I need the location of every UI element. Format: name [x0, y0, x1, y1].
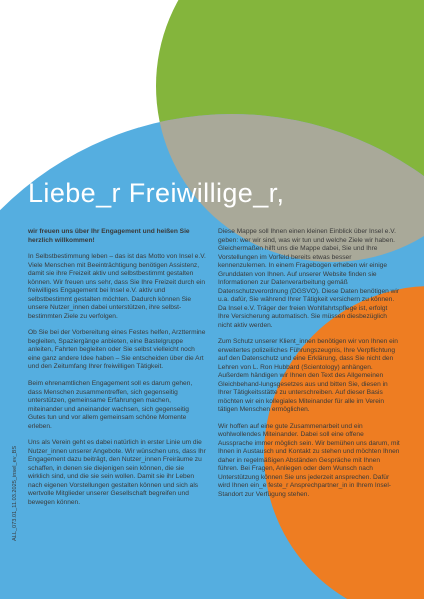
protection-paragraph: Zum Schutz unserer Klient_innen benötigen wir von Ihnen ein erweitertes polizeiliches Führungszeugnis, Ihre Verpflichtung auf den Datenschutz und eine Erklärung, dass Sie nicht den Lehren von L. Ron Hubbard (Scientology) anhängen. Außerdem händigen wir Ihnen den Text des Allgemeinen Gleichbehand-lungsgesetzes aus und bitten Sie, diesen in Ihrer Tätigkeitsstätte zu unterschreiben. Auf dieser Basis möchten wir ein kollegiales Miteinander für alle im Verein tätigen Menschen ermöglichen. [218, 338, 398, 414]
right-column [218, 228, 400, 508]
cooperation-paragraph: Wir hoffen auf eine gute Zusammenarbeit und ein wohlwollendes Miteinander. Dabei soll eine offene Aussprache immer möglich sein. Wir bemühen uns darum, mit Ihnen in Austausch und Kontakt zu stehen und möchten Ihnen daher in regelmäßigen Abständen Gespräche mit Ihnen führen. Bei Fragen, Anliegen oder dem Wunsch nach Unterstützung können Sie uns jederzeit ansprechen. Dafür wird Ihnen ein_e feste_r Ansprechpartner_in in Ihrem Insel-Standort zur Verfügung stehen. [218, 422, 400, 498]
document-id: ALL_073.01_11.03.2025_insel_ev_BS [12, 445, 18, 541]
page-title: Liebe_r Freiwillige_r, [28, 178, 285, 208]
activities-paragraph: Ob Sie bei der Vorbereitung eines Festes helfen, Arzttermine begleiten, Spaziergänge anbieten, eine Bastelgruppe anleiten, Fahrten begleiten oder Sie selbst vielleicht noch eine ganz andere Idee haben – Sie entscheiden über die Art und den Zeitumfang Ihrer freiwilligen Tätigkeit. [28, 329, 206, 371]
folder-paragraph: Diese Mappe soll Ihnen einen kleinen Einblick über Insel e.V. geben: wer wir sind, was wir tun und welche Ziele wir haben. Gleichermaßen hilft uns die Mappe dabei, Sie und Ihre Vorstellungen im Vorfeld bereits etwas besser kennenzulernen. In einem Fragebogen erheben wir einige Grunddaten von Ihnen. Auf unserer Website finden sie Informationen zur Datenverarbeitung gemäß Datenschutzverordnung (DGSVO). Diese Daten benötigen wir u.a. dafür, Sie während Ihrer Tätigkeit versichern zu können. Da Insel e.V. Träger der freien Wohlfahrtspflege ist, erfolgt Ihre Versicherung automatisch. Sie müssen diesbezüglich nicht aktiv werden. [218, 228, 400, 329]
left-column [28, 228, 206, 515]
association-paragraph: Uns als Verein geht es dabei natürlich in erster Linie um die Nutzer_innen unserer Angebote. Wir wünschen uns, dass Ihr Engagement dazu beiträgt, den Nutzer_innen Freiräume zu schaffen, in denen sie diejenigen sein können, die sie wirklich sind, und die sie sein wollen. Damit sie ihr Leben nach eigenen Vorstellungen gestalten können und sich als wertvolle Mitglieder unserer Gesellschaft begreifen und bewegen können. [28, 439, 206, 506]
engagement-paragraph: Beim ehrenamtlichen Engagement soll es darum gehen, dass Menschen zusammentreffen, sich gegenseitig unterstützen, gemeinsame Erfahrungen machen, miteinander und aneinander wachsen, sich gegenseitig Gutes tun und vor allem gemeinsam schöne Momente erleben. [28, 380, 193, 430]
motto-paragraph: In Selbstbestimmung leben – das ist das Motto von Insel e.V. Viele Menschen mit Beeinträchtigung benötigen Assistenz, damit sie ihre Freizeit aktiv und selbstbestimmt gestalten können. Wir freuen uns sehr, dass Sie Ihre Freizeit durch ein freiwilliges Engagement bei Insel e.V. aktiv und selbstbestimmt gestalten möchten. Dadurch können Sie unsere Nutzer_innen dabei unterstützen, ihre selbst-bestimmten Ziele zu verfolgen. [28, 253, 206, 320]
greeting-paragraph: wir freuen uns über Ihr Engagement und heißen Sie herzlich willkommen! [28, 228, 190, 244]
